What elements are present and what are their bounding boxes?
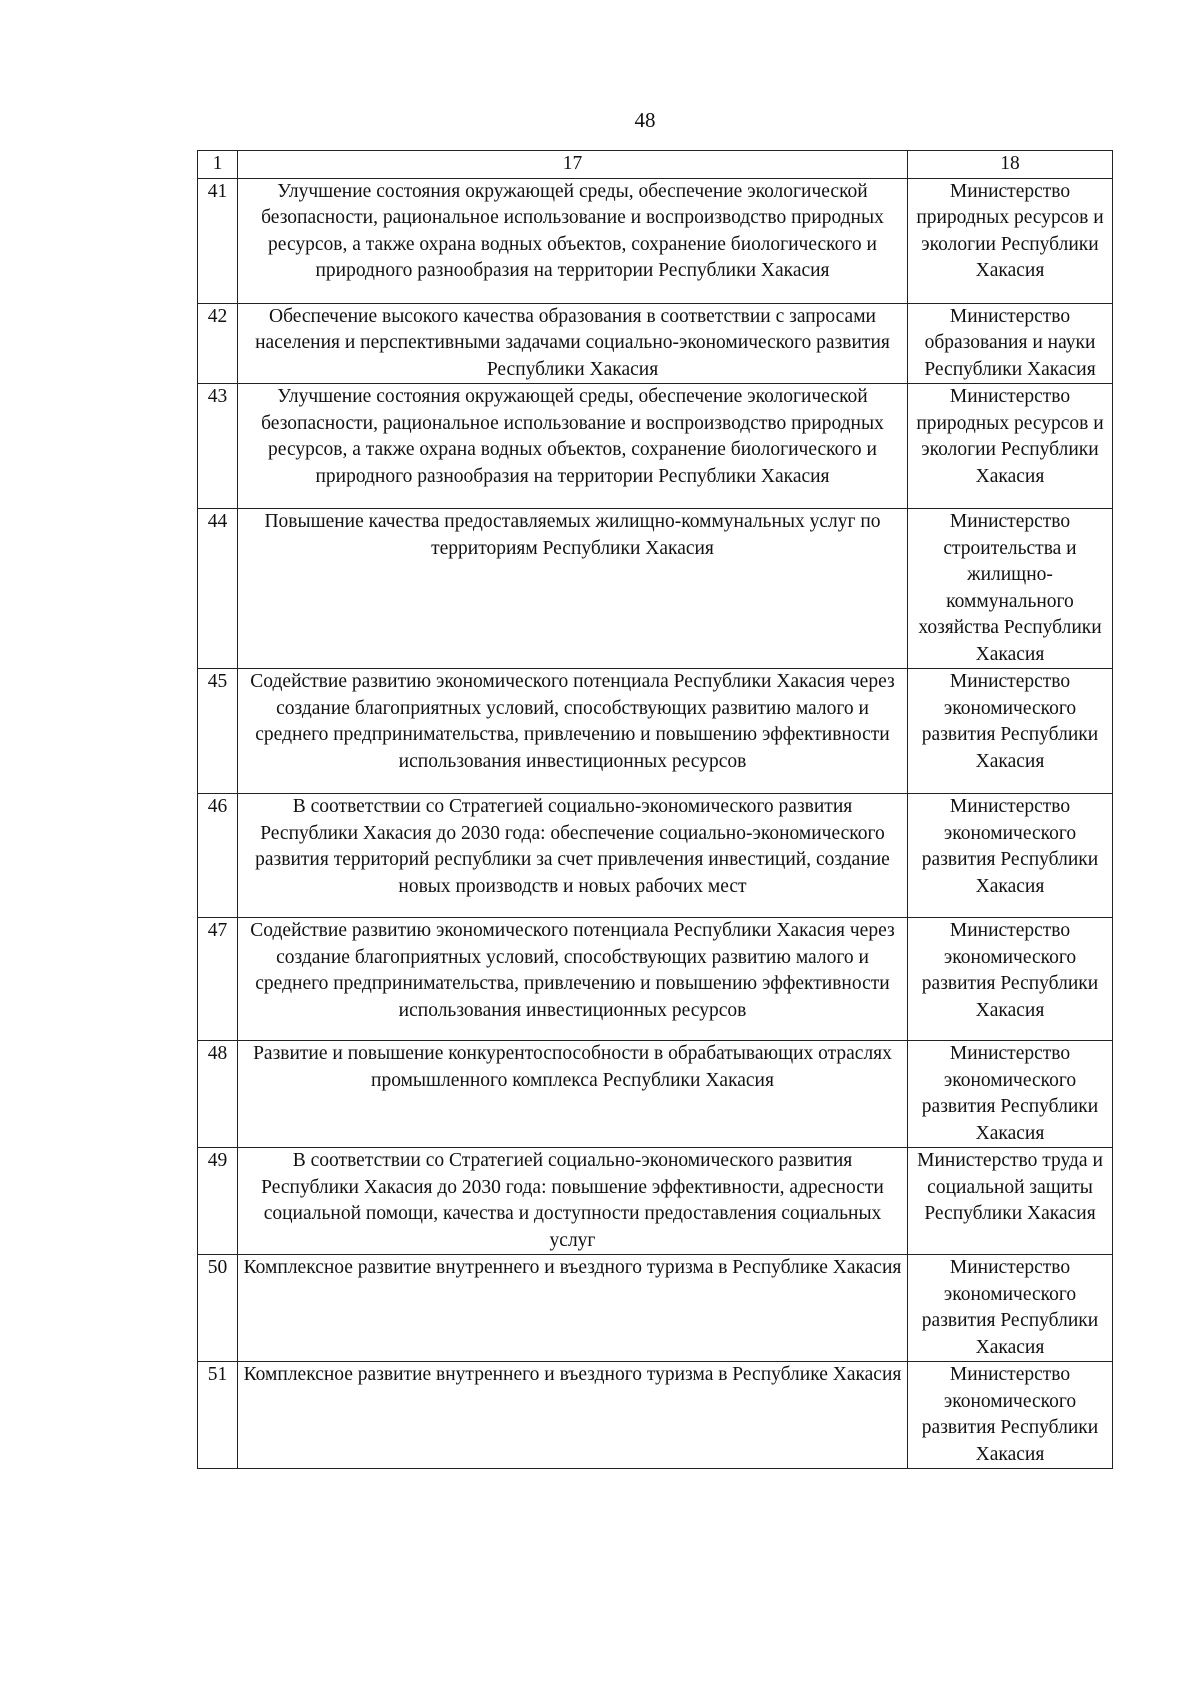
ministry-cell: Министерство экономического развития Республики Хакасия	[908, 1255, 1113, 1362]
row-number-cell: 44	[198, 509, 238, 669]
ministry-cell: Министерство природных ресурсов и экологии Республики Хакасия	[908, 178, 1113, 303]
goal-cell: В соответствии со Стратегией социально-экономического развития Республики Хакасия до 2030 года: повышение эффективности, адресности социальной помощи, качества и доступности предоставления социальных услуг	[238, 1148, 908, 1255]
goal-cell: Развитие и повышение конкурентоспособности в обрабатывающих отраслях промышленного комплекса Республики Хакасия	[238, 1041, 908, 1148]
ministry-cell: Министерство экономического развития Республики Хакасия	[908, 1041, 1113, 1148]
table-row	[198, 178, 1113, 303]
row-number-cell: 51	[198, 1362, 238, 1469]
row-number-cell: 46	[198, 794, 238, 918]
ministry-cell: Министерство труда и социальной защиты Республики Хакасия	[908, 1148, 1113, 1255]
table-row	[198, 384, 1113, 509]
ministry-cell: Министерство экономического развития Республики Хакасия	[908, 918, 1113, 1041]
row-number-cell: 50	[198, 1255, 238, 1362]
ministry-cell: Министерство экономического развития Республики Хакасия	[908, 1362, 1113, 1469]
goal-cell: Улучшение состояния окружающей среды, обеспечение экологической безопасности, рациональное использование и воспроизводство природных ресурсов, а также охрана водных объектов, сохранение биологического и природного разнообразия на территории Республики Хакасия	[238, 178, 908, 303]
row-number-cell: 43	[198, 384, 238, 509]
table-row	[198, 1041, 1113, 1148]
page-number: 48	[634, 108, 656, 132]
row-number-cell: 42	[198, 303, 238, 384]
ministry-cell: Министерство экономического развития Республики Хакасия	[908, 669, 1113, 794]
table-row	[198, 509, 1113, 669]
goal-cell: Содействие развитию экономического потенциала Республики Хакасия через создание благоприятных условий, способствующих развитию малого и среднего предпринимательства, привлечению и повышению эффективности использования инвестиционных ресурсов	[238, 918, 908, 1041]
header-col-1: 1	[198, 151, 238, 179]
table-row	[198, 669, 1113, 794]
goal-cell: Обеспечение высокого качества образования в соответствии с запросами населения и перспективными задачами социально-экономического развития Республики Хакасия	[238, 303, 908, 384]
goal-cell: Комплексное развитие внутреннего и въездного туризма в Республике Хакасия	[238, 1362, 908, 1469]
row-number-cell: 45	[198, 669, 238, 794]
table-row	[198, 918, 1113, 1041]
header-col-18: 18	[908, 151, 1113, 179]
goal-cell: Повышение качества предоставляемых жилищно-коммунальных услуг по территориям Республики Хакасия	[238, 509, 908, 669]
targets-table	[197, 150, 1113, 1469]
table-row	[198, 1148, 1113, 1255]
table-row	[198, 1362, 1113, 1469]
row-number-cell: 48	[198, 1041, 238, 1148]
row-number-cell: 47	[198, 918, 238, 1041]
ministry-cell: Министерство экономического развития Республики Хакасия	[908, 794, 1113, 918]
goal-cell: В соответствии со Стратегией социально-экономического развития Республики Хакасия до 2030 года: обеспечение социально-экономического развития территорий республики за счет привлечения инвестиций, создание новых производств и новых рабочих мест	[238, 794, 908, 918]
ministry-cell: Министерство природных ресурсов и экологии Республики Хакасия	[908, 384, 1113, 509]
goal-cell: Комплексное развитие внутреннего и въездного туризма в Республике Хакасия	[238, 1255, 908, 1362]
table-row	[198, 303, 1113, 384]
goal-cell: Улучшение состояния окружающей среды, обеспечение экологической безопасности, рациональное использование и воспроизводство природных ресурсов, а также охрана водных объектов, сохранение биологического и природного разнообразия на территории Республики Хакасия	[238, 384, 908, 509]
ministry-cell: Министерство строительства и жилищно-коммунального хозяйства Республики Хакасия	[908, 509, 1113, 669]
table-header-row	[198, 151, 1113, 179]
goal-cell: Содействие развитию экономического потенциала Республики Хакасия через создание благоприятных условий, способствующих развитию малого и среднего предпринимательства, привлечению и повышению эффективности использования инвестиционных ресурсов	[238, 669, 908, 794]
row-number-cell: 49	[198, 1148, 238, 1255]
ministry-cell: Министерство образования и науки Республики Хакасия	[908, 303, 1113, 384]
row-number-cell: 41	[198, 178, 238, 303]
table-row	[198, 1255, 1113, 1362]
table-row	[198, 794, 1113, 918]
header-col-17: 17	[238, 151, 908, 179]
